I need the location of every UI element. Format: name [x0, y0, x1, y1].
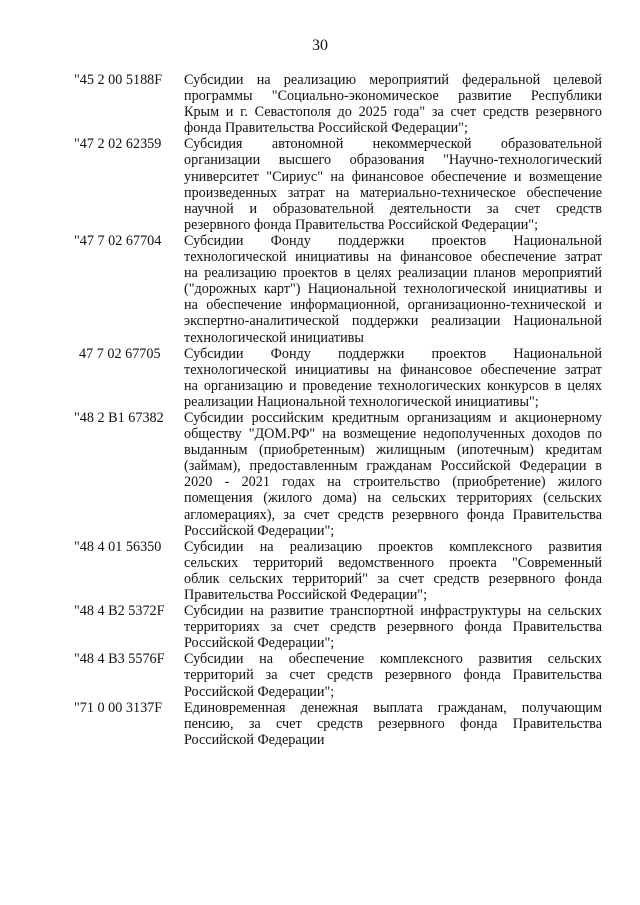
budget-code-entry	[0, 539, 640, 603]
budget-classification-code: "48 2 B1 67382	[74, 409, 164, 426]
description-line: Субсидии на обеспечение комплексного развития сельских	[184, 651, 602, 668]
budget-classification-code: 47 7 02 67705	[79, 345, 161, 362]
description-line: произведенных затрат на материально-техническое обеспечение	[184, 184, 602, 201]
description-line: Субсидии Фонду поддержки проектов Национальной	[184, 345, 602, 362]
description-line: Субсидии на реализацию проектов комплексного развития	[184, 538, 602, 555]
description-line: территорий за счет средств резервного фонда Правительства	[184, 667, 602, 684]
description-line: пенсию, за счет средств резервного фонда Правительства	[184, 715, 602, 732]
description-line: 2020 - 2021 годах на строительство (приобретение) жилого	[184, 474, 602, 491]
description-line: сельских территорий ведомственного проекта "Современный	[184, 554, 602, 571]
budget-classification-code: "47 7 02 67704	[74, 232, 162, 249]
description-line: организации высшего образования "Научно-технологический	[184, 152, 602, 169]
description-line: Субсидии российским кредитным организациям и акционерному	[184, 409, 602, 426]
budget-code-entry	[0, 346, 640, 410]
description-line: программы "Социально-экономическое развитие Республики	[184, 88, 602, 105]
description-line: Российской Федерации	[184, 731, 325, 748]
code-description	[184, 346, 602, 410]
description-line: Крым и г. Севастополя до 2025 года" за счет средств резервного	[184, 104, 602, 121]
description-line: резервного фонда Правительства Российской Федерации";	[184, 216, 539, 233]
code-description	[184, 651, 602, 699]
budget-classification-code: "48 4 01 56350	[74, 538, 162, 555]
budget-code-entry	[0, 72, 640, 136]
description-line: Единовременная денежная выплата гражданам, получающим	[184, 699, 602, 716]
code-description	[184, 136, 602, 233]
description-line: Субсидии на развитие транспортной инфраструктуры на сельских	[184, 603, 602, 620]
code-description	[184, 233, 602, 346]
description-line: Правительства Российской Федерации";	[184, 587, 428, 603]
budget-code-entry	[0, 700, 640, 748]
description-line: на организацию и проведение технологических конкурсов в целях	[184, 377, 602, 394]
description-line: на реализацию проектов в целях реализации планов мероприятий	[184, 265, 602, 282]
description-line: Субсидии на реализацию мероприятий федеральной целевой	[184, 72, 602, 88]
budget-code-entry	[0, 233, 640, 346]
description-line: Российской Федерации";	[184, 683, 335, 700]
description-line: ("дорожных карт") Национальной технологической инициативы и	[184, 281, 602, 298]
budget-code-list	[0, 72, 640, 748]
budget-code-entry	[0, 603, 640, 651]
description-line: Российской Федерации";	[184, 635, 335, 652]
budget-code-entry	[0, 136, 640, 233]
description-line: технологической инициативы на финансовое обеспечение затрат	[184, 361, 602, 378]
description-line: (займам), предоставленным гражданам Российской Федерации в	[184, 458, 602, 475]
description-line: реализации Национальной технологической инициативы";	[184, 393, 539, 410]
code-description	[184, 410, 602, 539]
description-line: Субсидия автономной некоммерческой образовательной	[184, 136, 602, 153]
code-description	[184, 700, 602, 748]
description-line: Субсидии Фонду поддержки проектов Национальной	[184, 232, 602, 249]
budget-classification-code: "48 4 B2 5372F	[74, 603, 165, 620]
budget-classification-code: "71 0 00 3137F	[74, 699, 163, 716]
code-description	[184, 603, 602, 651]
budget-code-entry	[0, 651, 640, 699]
budget-classification-code: "48 4 B3 5576F	[74, 651, 165, 668]
description-line: выданным (приобретенным) жилищным (ипотечным) кредитам	[184, 442, 602, 459]
description-line: технологической инициативы	[184, 329, 364, 346]
description-line: Российской Федерации";	[184, 522, 335, 539]
budget-classification-code: "45 2 00 5188F	[74, 72, 163, 88]
budget-code-entry	[0, 410, 640, 539]
description-line: фонда Правительства Российской Федерации";	[184, 120, 468, 137]
description-line: технологической инициативы на финансовое обеспечение затрат	[184, 249, 602, 266]
code-description	[184, 72, 602, 136]
code-description	[184, 539, 602, 603]
description-line: обществу "ДОМ.РФ" на возмещение недополученных доходов по	[184, 426, 602, 443]
page-number: 30	[312, 37, 328, 54]
description-line: университет "Сириус" на финансовое обеспечение и возмещение	[184, 168, 602, 185]
budget-classification-code: "47 2 02 62359	[74, 136, 162, 153]
description-line: на обеспечение информационной, организационно-технической и	[184, 297, 602, 314]
description-line: научной и образовательной деятельности за счет средств	[184, 200, 602, 217]
description-line: помещения (жилого дома) на сельских территориях (сельских	[184, 490, 602, 507]
description-line: облик сельских территорий" за счет средств резервного фонда	[184, 570, 602, 587]
description-line: агломерациях), за счет средств резервного фонда Правительства	[184, 506, 602, 523]
description-line: территориях за счет средств резервного фонда Правительства	[184, 619, 602, 636]
description-line: экспертно-аналитической поддержки реализации Национальной	[184, 313, 602, 330]
